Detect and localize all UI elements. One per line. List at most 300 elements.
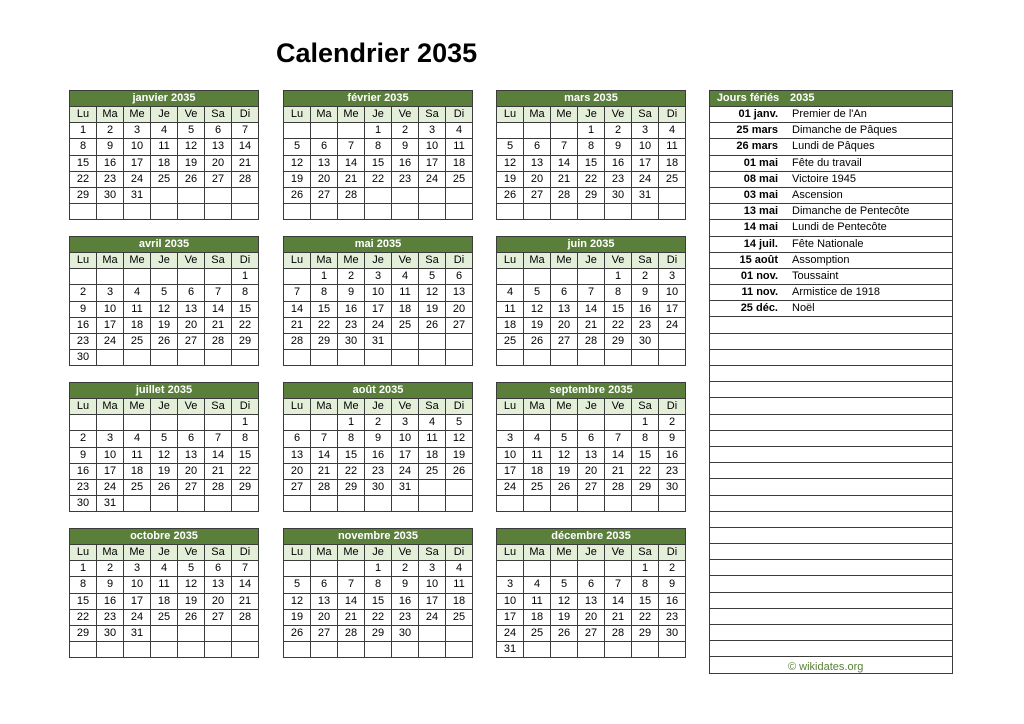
empty-day-cell (338, 350, 365, 366)
day-cell: 30 (365, 479, 392, 495)
weekday-label: Lu (70, 107, 97, 123)
empty-day-cell (70, 269, 97, 285)
day-cell: 24 (124, 609, 151, 625)
day-cell: 16 (659, 593, 686, 609)
empty-day-cell (632, 204, 659, 220)
weekday-label: Di (232, 107, 259, 123)
holiday-date-empty (710, 592, 787, 608)
day-cell: 18 (446, 593, 473, 609)
day-cell: 26 (551, 479, 578, 495)
day-cell: 21 (232, 593, 259, 609)
holiday-name-empty (786, 479, 953, 495)
holiday-name: Noël (786, 301, 953, 317)
weekday-label: Me (551, 253, 578, 269)
holiday-name: Ascension (786, 187, 953, 203)
weekday-label: Ma (97, 107, 124, 123)
day-cell: 21 (338, 171, 365, 187)
day-cell: 12 (551, 593, 578, 609)
day-cell: 15 (338, 447, 365, 463)
day-cell: 21 (205, 463, 232, 479)
day-cell: 6 (578, 431, 605, 447)
credit-text: © wikidates.org (788, 661, 864, 673)
weekday-label: Me (551, 545, 578, 561)
weekday-label: Me (338, 107, 365, 123)
weekday-label: Ve (605, 399, 632, 415)
day-cell: 11 (151, 577, 178, 593)
day-cell: 26 (151, 333, 178, 349)
day-cell: 4 (124, 431, 151, 447)
day-cell: 19 (178, 155, 205, 171)
day-cell: 3 (659, 269, 686, 285)
month-july (69, 382, 259, 512)
holiday-date-empty (710, 625, 787, 641)
empty-day-cell (659, 642, 686, 658)
empty-day-cell (151, 187, 178, 203)
weekday-label: Ve (392, 107, 419, 123)
day-cell: 13 (311, 593, 338, 609)
day-cell: 21 (605, 609, 632, 625)
day-cell: 15 (70, 155, 97, 171)
month-title: août 2035 (284, 383, 473, 399)
day-cell: 7 (311, 431, 338, 447)
empty-day-cell (124, 496, 151, 512)
empty-day-cell (205, 625, 232, 641)
day-cell: 16 (632, 301, 659, 317)
weekday-label: Lu (284, 107, 311, 123)
weekday-label: Ve (178, 253, 205, 269)
day-cell: 9 (392, 139, 419, 155)
day-cell: 27 (205, 609, 232, 625)
weekday-label: Ve (392, 399, 419, 415)
empty-day-cell (551, 123, 578, 139)
empty-day-cell (659, 350, 686, 366)
day-cell: 5 (497, 139, 524, 155)
holiday-name: Fête du travail (786, 155, 953, 171)
month-february (283, 90, 473, 220)
month-title: septembre 2035 (497, 383, 686, 399)
empty-day-cell (311, 415, 338, 431)
day-cell: 9 (632, 285, 659, 301)
day-cell: 17 (124, 155, 151, 171)
day-cell: 11 (446, 577, 473, 593)
empty-day-cell (151, 269, 178, 285)
day-cell: 21 (205, 317, 232, 333)
holiday-name-empty (786, 527, 953, 543)
empty-day-cell (284, 561, 311, 577)
holidays-header-year: 2035 (786, 91, 953, 107)
day-cell: 9 (365, 431, 392, 447)
empty-day-cell (551, 415, 578, 431)
day-cell: 11 (446, 139, 473, 155)
empty-day-cell (365, 496, 392, 512)
day-cell: 5 (419, 269, 446, 285)
day-cell: 9 (97, 139, 124, 155)
day-cell: 14 (232, 139, 259, 155)
day-cell: 25 (124, 333, 151, 349)
weekday-label: Di (446, 253, 473, 269)
day-cell: 18 (151, 593, 178, 609)
day-cell: 24 (419, 171, 446, 187)
day-cell: 16 (392, 593, 419, 609)
empty-day-cell (659, 496, 686, 512)
day-cell: 1 (365, 561, 392, 577)
month-title: juillet 2035 (70, 383, 259, 399)
holiday-row (710, 285, 953, 301)
day-cell: 14 (605, 447, 632, 463)
empty-day-cell (419, 625, 446, 641)
day-cell: 25 (446, 171, 473, 187)
day-cell: 8 (311, 285, 338, 301)
day-cell: 18 (392, 301, 419, 317)
weekday-label: Sa (419, 399, 446, 415)
month-august (283, 382, 473, 512)
holiday-date: 01 janv. (710, 107, 787, 123)
day-cell: 15 (605, 301, 632, 317)
day-cell: 19 (524, 317, 551, 333)
empty-holiday-row (710, 398, 953, 414)
empty-day-cell (284, 496, 311, 512)
weekday-label: Ma (311, 545, 338, 561)
empty-holiday-row (710, 641, 953, 657)
day-cell: 18 (419, 447, 446, 463)
day-cell: 14 (311, 447, 338, 463)
day-cell: 18 (659, 155, 686, 171)
empty-day-cell (419, 187, 446, 203)
day-cell: 3 (632, 123, 659, 139)
day-cell: 30 (97, 625, 124, 641)
day-cell: 5 (446, 415, 473, 431)
day-cell: 14 (205, 447, 232, 463)
day-cell: 27 (178, 333, 205, 349)
empty-day-cell (97, 269, 124, 285)
empty-day-cell (97, 642, 124, 658)
day-cell: 19 (551, 609, 578, 625)
day-cell: 12 (151, 447, 178, 463)
day-cell: 5 (151, 431, 178, 447)
empty-day-cell (365, 642, 392, 658)
empty-day-cell (497, 269, 524, 285)
weekday-label: Je (578, 545, 605, 561)
day-cell: 29 (578, 187, 605, 203)
empty-day-cell (124, 415, 151, 431)
day-cell: 18 (124, 463, 151, 479)
holiday-name-empty (786, 317, 953, 333)
day-cell: 7 (232, 123, 259, 139)
empty-day-cell (338, 561, 365, 577)
empty-day-cell (392, 187, 419, 203)
day-cell: 17 (124, 593, 151, 609)
day-cell: 28 (205, 333, 232, 349)
day-cell: 31 (497, 642, 524, 658)
weekday-label: Je (365, 107, 392, 123)
day-cell: 7 (578, 285, 605, 301)
empty-day-cell (151, 496, 178, 512)
day-cell: 24 (632, 171, 659, 187)
day-cell: 10 (632, 139, 659, 155)
weekday-label: Lu (70, 545, 97, 561)
day-cell: 3 (97, 431, 124, 447)
day-cell: 11 (659, 139, 686, 155)
day-cell: 23 (605, 171, 632, 187)
empty-day-cell (524, 561, 551, 577)
weekday-label: Ma (311, 107, 338, 123)
month-title: avril 2035 (70, 237, 259, 253)
empty-day-cell (524, 123, 551, 139)
day-cell: 18 (151, 155, 178, 171)
empty-day-cell (232, 642, 259, 658)
day-cell: 10 (659, 285, 686, 301)
weekday-label: Sa (419, 253, 446, 269)
day-cell: 19 (284, 171, 311, 187)
day-cell: 24 (124, 171, 151, 187)
day-cell: 22 (232, 317, 259, 333)
empty-holiday-row (710, 576, 953, 592)
day-cell: 28 (578, 333, 605, 349)
weekday-label: Lu (497, 253, 524, 269)
empty-day-cell (578, 496, 605, 512)
day-cell: 28 (338, 187, 365, 203)
empty-holiday-row (710, 349, 953, 365)
day-cell: 23 (392, 609, 419, 625)
day-cell: 7 (284, 285, 311, 301)
day-cell: 31 (124, 187, 151, 203)
day-cell: 22 (70, 171, 97, 187)
day-cell: 3 (497, 431, 524, 447)
holiday-row (710, 252, 953, 268)
empty-day-cell (311, 496, 338, 512)
holiday-date-empty (710, 560, 787, 576)
day-cell: 19 (551, 463, 578, 479)
holiday-row (710, 139, 953, 155)
weekday-label: Me (124, 545, 151, 561)
holiday-name-empty (786, 511, 953, 527)
day-cell: 20 (284, 463, 311, 479)
day-cell: 24 (365, 317, 392, 333)
holiday-name-empty (786, 349, 953, 365)
holiday-date-empty (710, 446, 787, 462)
empty-day-cell (497, 415, 524, 431)
weekday-label: Ve (178, 399, 205, 415)
weekday-label: Sa (632, 545, 659, 561)
holiday-name-empty (786, 576, 953, 592)
holiday-name: Premier de l'An (786, 107, 953, 123)
day-cell: 25 (497, 333, 524, 349)
holiday-date: 11 nov. (710, 285, 787, 301)
empty-day-cell (659, 187, 686, 203)
weekday-label: Ma (97, 545, 124, 561)
day-cell: 8 (365, 139, 392, 155)
weekday-label: Me (551, 399, 578, 415)
weekday-label: Sa (205, 253, 232, 269)
day-cell: 4 (392, 269, 419, 285)
holiday-name-empty (786, 495, 953, 511)
day-cell: 29 (70, 187, 97, 203)
empty-day-cell (392, 350, 419, 366)
holiday-name-empty (786, 625, 953, 641)
day-cell: 13 (578, 593, 605, 609)
weekday-label: Di (232, 399, 259, 415)
empty-day-cell (151, 415, 178, 431)
day-cell: 4 (446, 123, 473, 139)
day-cell: 28 (605, 479, 632, 495)
empty-day-cell (311, 642, 338, 658)
weekday-label: Ma (524, 545, 551, 561)
day-cell: 2 (97, 123, 124, 139)
empty-day-cell (284, 350, 311, 366)
day-cell: 15 (365, 155, 392, 171)
day-cell: 19 (446, 447, 473, 463)
day-cell: 14 (578, 301, 605, 317)
holiday-name: Victoire 1945 (786, 171, 953, 187)
empty-day-cell (524, 415, 551, 431)
holiday-name: Toussaint (786, 268, 953, 284)
empty-day-cell (205, 496, 232, 512)
day-cell: 19 (419, 301, 446, 317)
day-cell: 29 (632, 479, 659, 495)
day-cell: 3 (419, 123, 446, 139)
day-cell: 23 (365, 463, 392, 479)
day-cell: 5 (524, 285, 551, 301)
holiday-name-empty (786, 641, 953, 657)
day-cell: 12 (178, 577, 205, 593)
day-cell: 26 (178, 171, 205, 187)
day-cell: 17 (497, 609, 524, 625)
holidays-header-label: Jours fériés (710, 91, 787, 107)
day-cell: 11 (524, 593, 551, 609)
empty-holiday-row (710, 446, 953, 462)
day-cell: 22 (605, 317, 632, 333)
empty-holiday-row (710, 625, 953, 641)
day-cell: 2 (632, 269, 659, 285)
empty-holiday-row (710, 495, 953, 511)
empty-day-cell (178, 415, 205, 431)
empty-day-cell (497, 561, 524, 577)
empty-day-cell (365, 187, 392, 203)
day-cell: 4 (524, 431, 551, 447)
empty-day-cell (419, 204, 446, 220)
day-cell: 24 (97, 479, 124, 495)
day-cell: 23 (632, 317, 659, 333)
holiday-row (710, 107, 953, 123)
day-cell: 23 (97, 609, 124, 625)
empty-holiday-row (710, 608, 953, 624)
empty-day-cell (524, 350, 551, 366)
day-cell: 13 (578, 447, 605, 463)
day-cell: 26 (497, 187, 524, 203)
weekday-label: Ve (605, 253, 632, 269)
day-cell: 20 (311, 171, 338, 187)
weekday-label: Me (338, 253, 365, 269)
day-cell: 28 (232, 609, 259, 625)
day-cell: 20 (446, 301, 473, 317)
weekday-label: Ma (97, 253, 124, 269)
day-cell: 11 (124, 301, 151, 317)
holiday-name-empty (786, 560, 953, 576)
empty-day-cell (365, 350, 392, 366)
weekday-label: Ma (524, 107, 551, 123)
empty-day-cell (151, 350, 178, 366)
weekday-label: Di (446, 107, 473, 123)
day-cell: 25 (392, 317, 419, 333)
empty-holiday-row (710, 382, 953, 398)
day-cell: 1 (70, 123, 97, 139)
holiday-name-empty (786, 463, 953, 479)
day-cell: 13 (205, 577, 232, 593)
day-cell: 10 (97, 301, 124, 317)
day-cell: 28 (551, 187, 578, 203)
day-cell: 19 (497, 171, 524, 187)
weekday-label: Je (151, 545, 178, 561)
day-cell: 10 (419, 139, 446, 155)
day-cell: 2 (659, 561, 686, 577)
empty-day-cell (97, 204, 124, 220)
holiday-row (710, 171, 953, 187)
day-cell: 30 (97, 187, 124, 203)
day-cell: 4 (151, 123, 178, 139)
empty-day-cell (284, 269, 311, 285)
day-cell: 20 (205, 593, 232, 609)
day-cell: 12 (419, 285, 446, 301)
day-cell: 22 (632, 463, 659, 479)
day-cell: 16 (97, 155, 124, 171)
empty-day-cell (524, 642, 551, 658)
day-cell: 18 (124, 317, 151, 333)
day-cell: 8 (232, 285, 259, 301)
day-cell: 8 (70, 577, 97, 593)
day-cell: 22 (578, 171, 605, 187)
day-cell: 8 (70, 139, 97, 155)
month-title: décembre 2035 (497, 529, 686, 545)
day-cell: 2 (392, 561, 419, 577)
day-cell: 29 (338, 479, 365, 495)
day-cell: 21 (284, 317, 311, 333)
day-cell: 12 (284, 155, 311, 171)
month-title: février 2035 (284, 91, 473, 107)
empty-day-cell (446, 479, 473, 495)
day-cell: 26 (551, 625, 578, 641)
day-cell: 13 (205, 139, 232, 155)
holiday-name: Dimanche de Pâques (786, 123, 953, 139)
day-cell: 27 (578, 625, 605, 641)
day-cell: 12 (524, 301, 551, 317)
day-cell: 27 (311, 187, 338, 203)
day-cell: 29 (232, 333, 259, 349)
day-cell: 6 (578, 577, 605, 593)
empty-holiday-row (710, 414, 953, 430)
day-cell: 12 (497, 155, 524, 171)
day-cell: 31 (392, 479, 419, 495)
weekday-label: Di (232, 545, 259, 561)
empty-day-cell (284, 204, 311, 220)
holiday-name: Assomption (786, 252, 953, 268)
day-cell: 30 (605, 187, 632, 203)
empty-day-cell (124, 350, 151, 366)
empty-day-cell (446, 642, 473, 658)
day-cell: 5 (178, 561, 205, 577)
empty-day-cell (392, 204, 419, 220)
holiday-date-empty (710, 430, 787, 446)
empty-holiday-row (710, 317, 953, 333)
holiday-date: 08 mai (710, 171, 787, 187)
day-cell: 19 (284, 609, 311, 625)
day-cell: 16 (365, 447, 392, 463)
day-cell: 27 (578, 479, 605, 495)
holiday-date-empty (710, 495, 787, 511)
empty-day-cell (284, 123, 311, 139)
holiday-date-empty (710, 463, 787, 479)
day-cell: 16 (605, 155, 632, 171)
day-cell: 16 (392, 155, 419, 171)
